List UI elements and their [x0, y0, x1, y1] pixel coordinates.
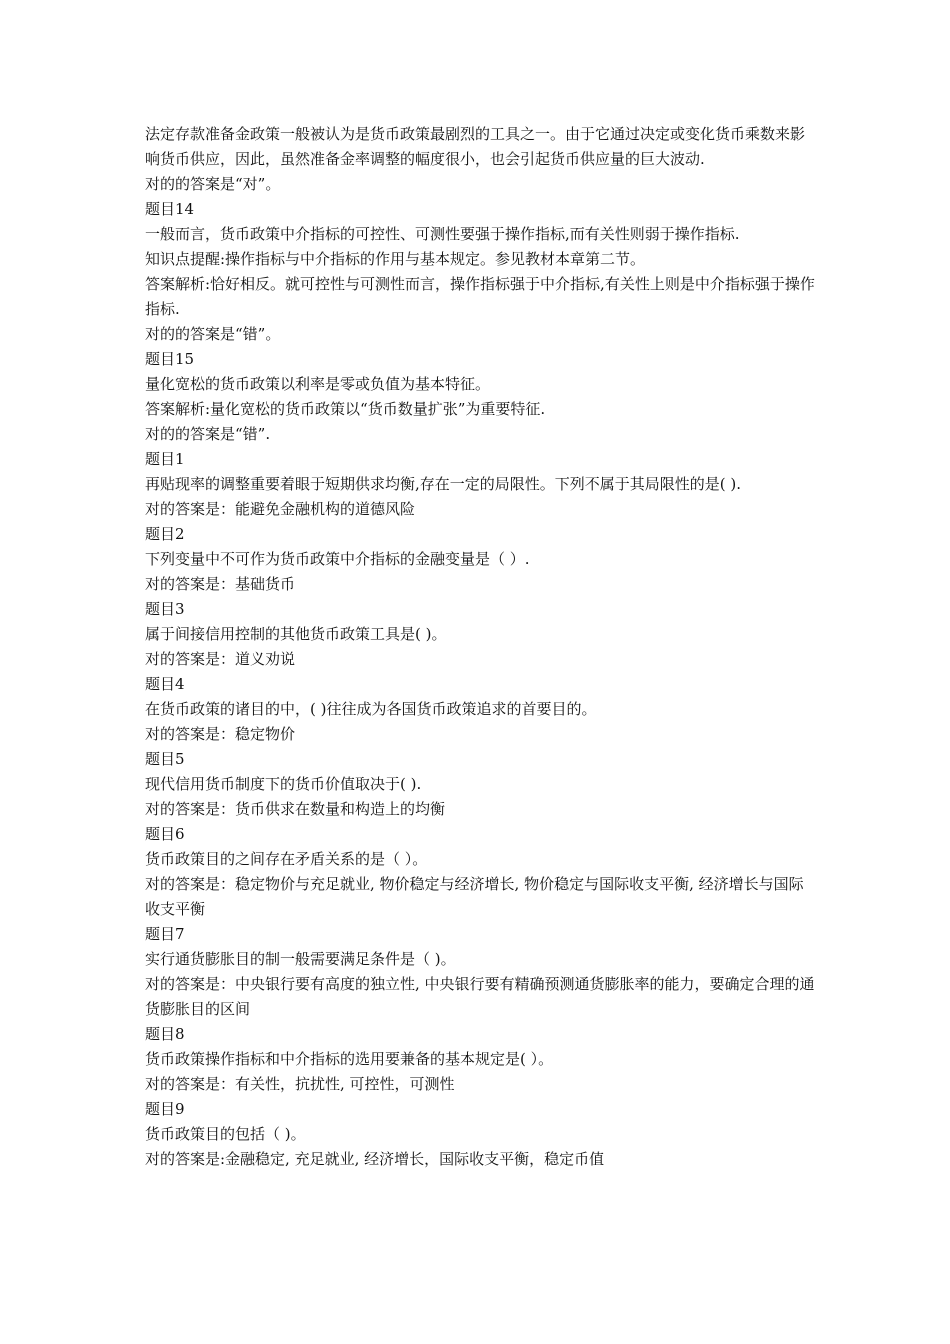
explanation-line: 答案解析:恰好相反。就可控性与可测性而言，操作指标强于中介指标,有关性上则是中介指标强于操作指标. [145, 275, 815, 318]
question-text: 货币政策目的包括（ )。 [145, 1125, 306, 1143]
document-body [145, 122, 815, 1172]
question-text: 再贴现率的调整重要着眼于短期供求均衡,存在一定的局限性。下列不属于其局限性的是( ). [145, 475, 742, 493]
paragraph: 法定存款准备金政策一般被认为是货币政策最剧烈的工具之一。由于它通过决定或变化货币乘数来影响货币供应，因此，虽然准备金率调整的幅度很小，也会引起货币供应量的巨大波动. [145, 125, 806, 168]
question-text: 一般而言，货币政策中介指标的可控性、可测性要强于操作指标,而有关性则弱于操作指标. [145, 225, 740, 243]
answer-line: 对的答案是：中央银行要有高度的独立性, 中央银行要有精确预测通货膨胀率的能力，要确定合理的通货膨胀目的区间 [145, 975, 815, 1018]
answer-line: 对的的答案是“错”. [145, 425, 271, 443]
question-text: 实行通货膨胀目的制一般需要满足条件是（ )。 [145, 950, 456, 968]
answer-line: 对的答案是：能避免金融机构的道德风险 [145, 500, 416, 518]
answer-line: 对的答案是：货币供求在数量和构造上的均衡 [145, 800, 446, 818]
hint-line: 知识点提醒:操作指标与中介指标的作用与基本规定。参见教材本章第二节。 [145, 250, 646, 268]
answer-line: 对的答案是:金融稳定, 充足就业, 经济增长，国际收支平衡，稳定币值 [145, 1150, 605, 1168]
question-number: 题目2 [145, 525, 185, 543]
answer-line: 对的答案是：稳定物价与充足就业, 物价稳定与经济增长, 物价稳定与国际收支平衡, 经济增长与国际收支平衡 [145, 875, 804, 918]
answer-line: 对的答案是：基础货币 [145, 575, 296, 593]
question-number: 题目14 [145, 200, 195, 218]
question-number: 题目4 [145, 675, 185, 693]
question-text: 在货币政策的诸目的中，( )往往成为各国货币政策追求的首要目的。 [145, 700, 597, 718]
answer-line: 对的的答案是“错”。 [145, 325, 281, 343]
question-number: 题目9 [145, 1100, 185, 1118]
question-text: 现代信用货币制度下的货币价值取决于( ). [145, 775, 422, 793]
question-number: 题目7 [145, 925, 185, 943]
question-text: 货币政策目的之间存在矛盾关系的是（ ）。 [145, 850, 428, 868]
question-text: 属于间接信用控制的其他货币政策工具是( )。 [145, 625, 447, 643]
answer-line: 对的的答案是“对”。 [145, 175, 281, 193]
answer-line: 对的答案是：道义劝说 [145, 650, 296, 668]
question-text: 量化宽松的货币政策以利率是零或负值为基本特征。 [145, 375, 491, 393]
question-number: 题目5 [145, 750, 185, 768]
question-text: 下列变量中不可作为货币政策中介指标的金融变量是（ ）. [145, 550, 530, 568]
question-text: 货币政策操作指标和中介指标的选用要兼备的基本规定是( ）。 [145, 1050, 554, 1068]
explanation-line: 答案解析:量化宽松的货币政策以“货币数量扩张”为重要特征. [145, 400, 546, 418]
question-number: 题目1 [145, 450, 185, 468]
question-number: 题目3 [145, 600, 185, 618]
answer-line: 对的答案是：稳定物价 [145, 725, 296, 743]
question-number: 题目15 [145, 350, 195, 368]
answer-line: 对的答案是：有关性，抗扰性, 可控性，可测性 [145, 1075, 455, 1093]
question-number: 题目6 [145, 825, 185, 843]
question-number: 题目8 [145, 1025, 185, 1043]
